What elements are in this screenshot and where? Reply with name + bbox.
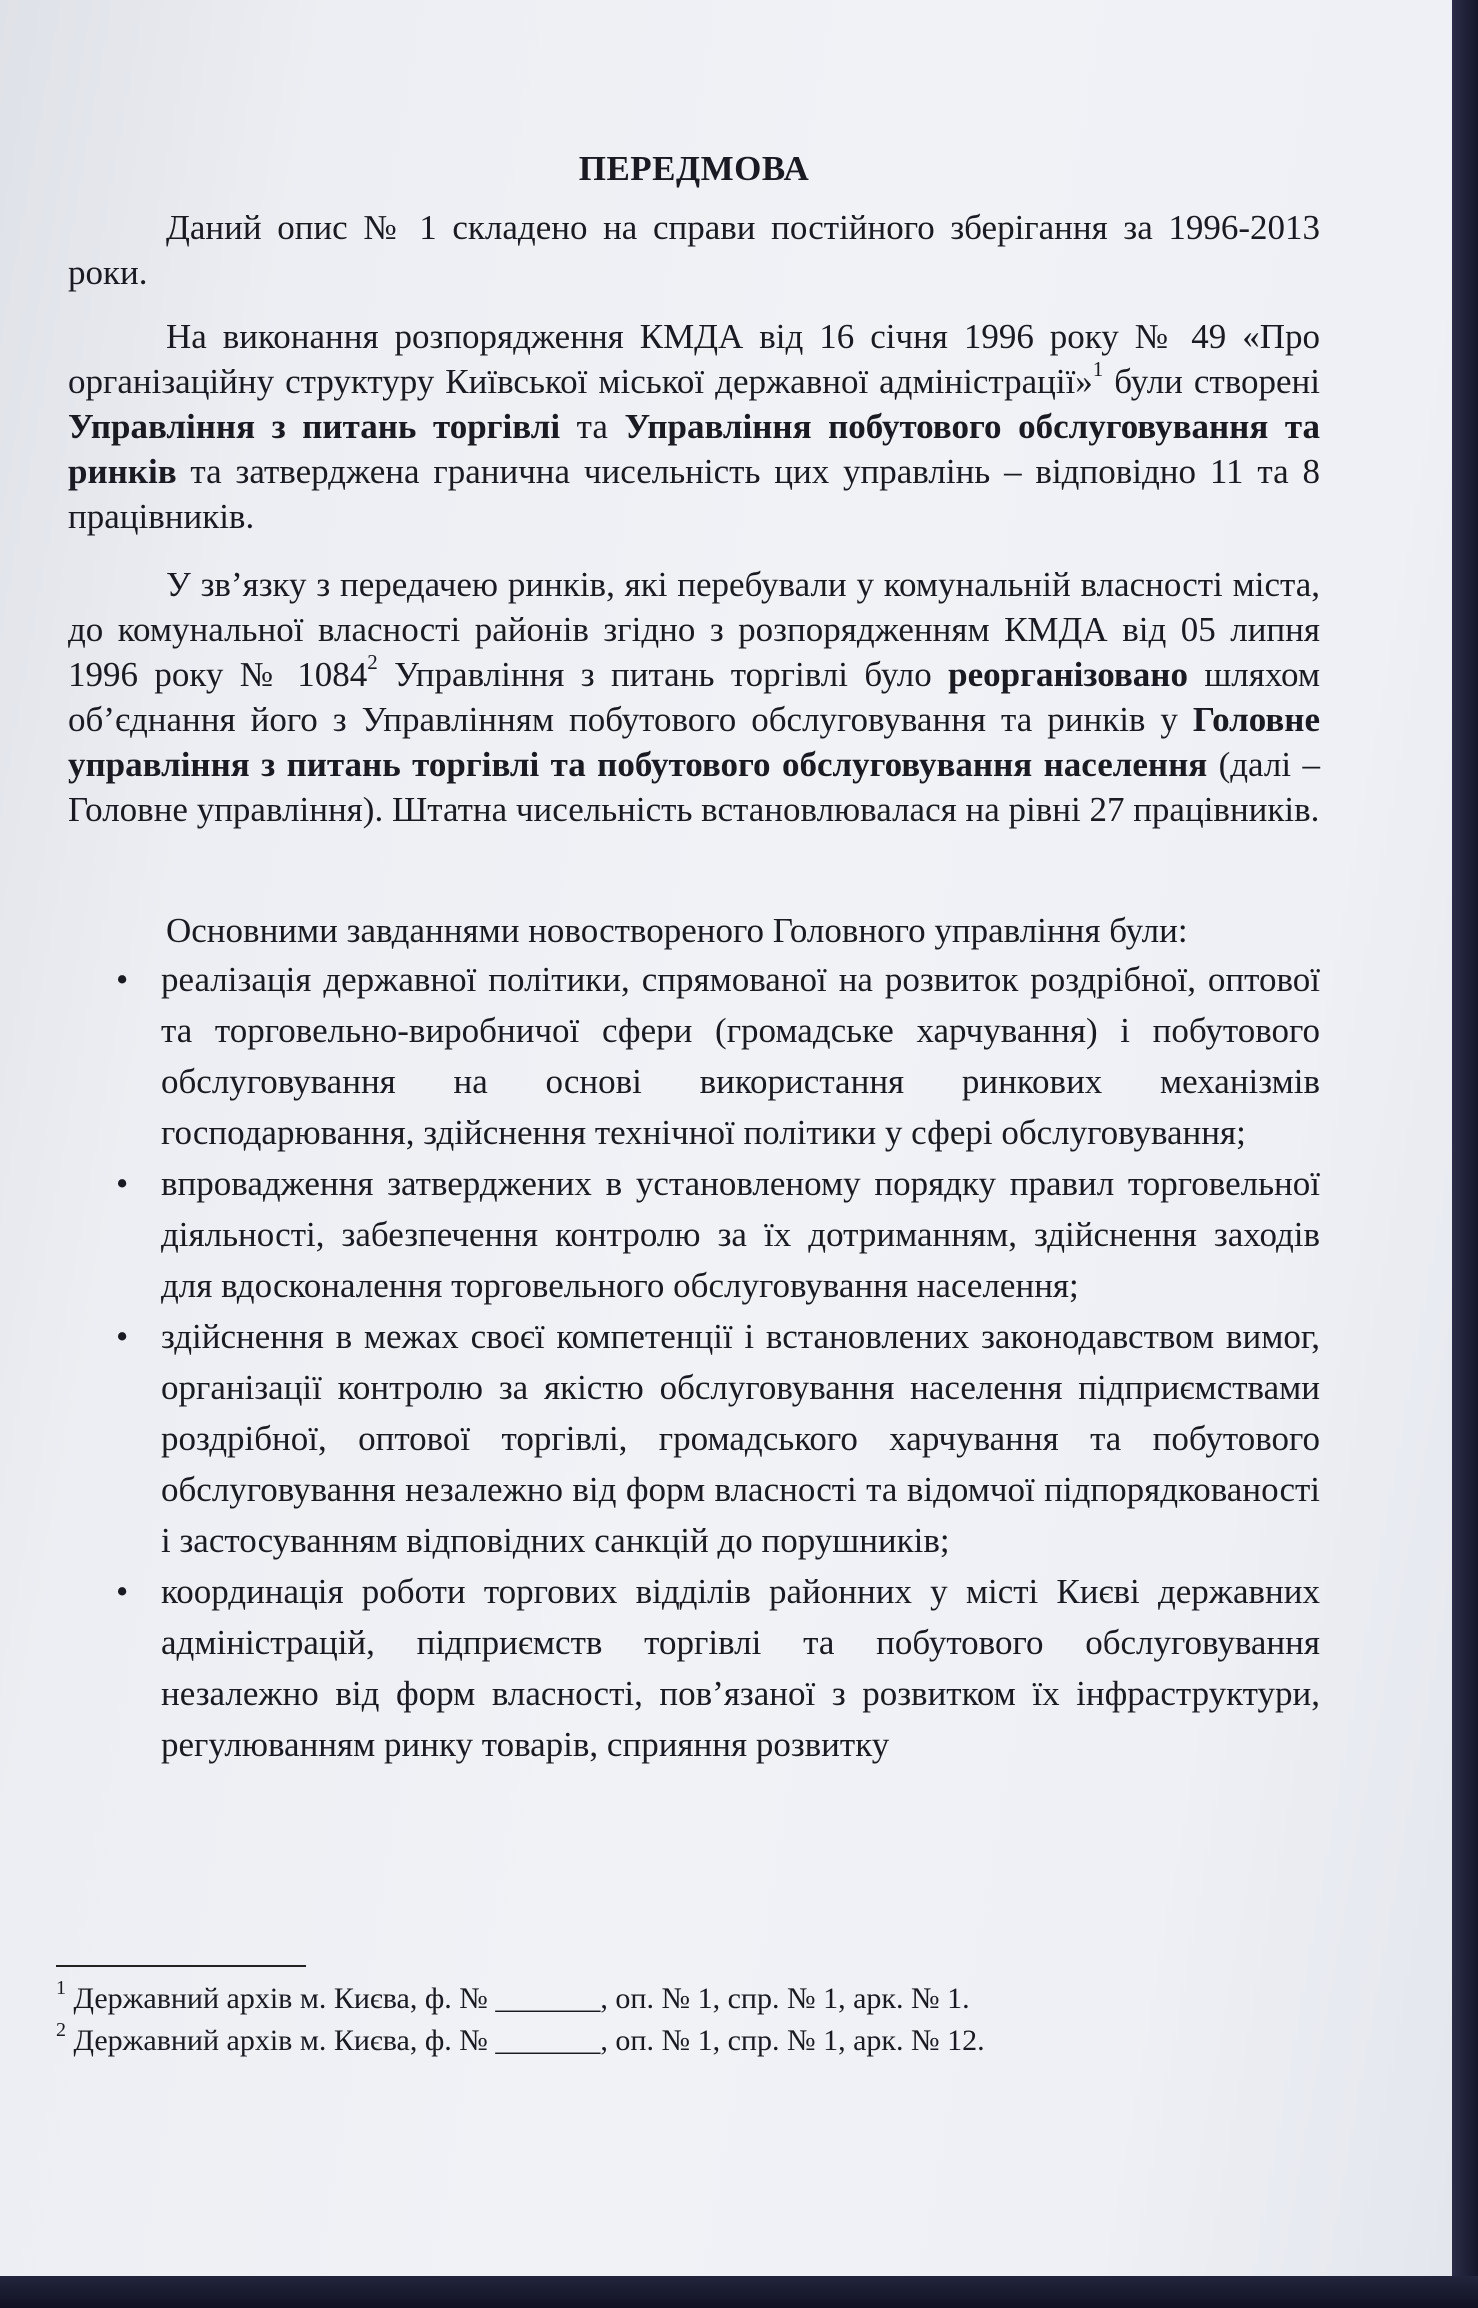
paragraph-4: Основними завданнями новоствореного Головного управління були: [166, 911, 1188, 950]
task-list [68, 954, 1320, 1770]
footnote-1 [56, 1978, 1256, 2020]
footnote-number: 1 [56, 1977, 66, 1999]
list-item-text: координація роботи торгових відділів районних у місті Києві державних адміністрацій, підприємств торгівлі та побутового обслуговування незалежно від форм власності, пов’язаної з розвитком їх інфраструктури, регулюванням ринку товарів, сприяння розвитку [161, 1572, 1320, 1764]
page-edge-bottom [0, 2276, 1478, 2308]
bullet-icon: • [116, 1572, 129, 1611]
list-item-text: здійснення в межах своєї компетенції і встановлених законодавством вимог, організації контролю за якістю обслуговування населення підприємствами роздрібної, оптової торгівлі, громадського харчування та побутового обслуговування незалежно від форм власності та відомчої підпорядкованості і застосуванням відповідних санкцій до порушників; [161, 1317, 1320, 1560]
list-item [68, 1158, 1320, 1311]
document-title: ПЕРЕДМОВА [578, 149, 810, 188]
footnote-text: Державний архів м. Києва, ф. № _______, оп. № 1, спр. № 1, арк. № 12. [73, 2024, 985, 2057]
footnote-divider [56, 1965, 306, 1967]
footnote-text: Державний архів м. Києва, ф. № _______, оп. № 1, спр. № 1, арк. № 1. [73, 1982, 970, 2015]
bullet-icon: • [116, 1164, 129, 1203]
paragraph-2-text-a: На виконання розпорядження КМДА від 16 січня 1996 року № 49 «Про організаційну структуру Київської міської державної адміністрації» [68, 317, 1320, 401]
footnotes [56, 1978, 1256, 2062]
list-item [68, 1311, 1320, 1566]
page-edge-right [1452, 0, 1478, 2308]
paragraph-2-text-c: та [560, 407, 625, 446]
footnote-ref-2: 2 [367, 650, 378, 675]
list-item-text: реалізація державної політики, спрямованої на розвиток роздрібної, оптової та торговельно-виробничої сфери (громадське харчування) і побутового обслуговування на основі використання ринкових механізмів господарювання, здійснення технічної політики у сфері обслуговування; [161, 960, 1320, 1152]
paragraph-3-bold-1: реорганізовано [948, 655, 1188, 694]
bullet-icon: • [116, 1317, 129, 1356]
bullet-icon: • [116, 960, 129, 999]
list-item [68, 954, 1320, 1158]
paragraph-1: Даний опис № 1 складено на справи постійного зберігання за 1996-2013 роки. [68, 208, 1320, 292]
paragraph-3-bold-2: Головне управління з питань торгівлі та побутового обслуговування населення [68, 700, 1320, 784]
paragraph-2-bold-1: Управління з питань торгівлі [68, 407, 561, 446]
paragraph-2-text-b: були створені [1103, 362, 1320, 401]
footnote-number: 2 [56, 2019, 66, 2041]
footnote-ref-1: 1 [1092, 357, 1104, 382]
list-item [68, 1566, 1320, 1770]
list-item-text: впровадження затверджених в установленому порядку правил торговельної діяльності, забезпечення контролю за їх дотриманням, здійснення заходів для вдосконалення торговельного обслуговування населення; [161, 1164, 1320, 1305]
paragraph-3-text-c: шляхом об’єднання його з Управлінням побутового обслуговування та ринків у [68, 655, 1321, 739]
paragraph-3-text-b: Управління з питань торгівлі було [377, 655, 949, 694]
paragraph-2-text-d: та затверджена гранична чисельність цих управлінь – відповідно 11 та 8 працівників. [68, 452, 1320, 536]
paragraph-3-text-a: У зв’язку з передачею ринків, які перебували у комунальній власності міста, до комунальної власності районів згідно з розпорядженням КМДА від 05 липня 1996 року № 1084 [68, 565, 1320, 694]
paragraph-3-text-d: (далі – Головне управління). Штатна чисельність встановлювалася на рівні 27 працівників. [68, 745, 1321, 829]
footnote-2 [56, 2020, 1256, 2062]
paragraph-2 [68, 314, 1320, 539]
paragraph-3 [68, 562, 1320, 832]
paragraph-2-bold-2: Управління побутового обслуговування та ринків [68, 407, 1320, 491]
